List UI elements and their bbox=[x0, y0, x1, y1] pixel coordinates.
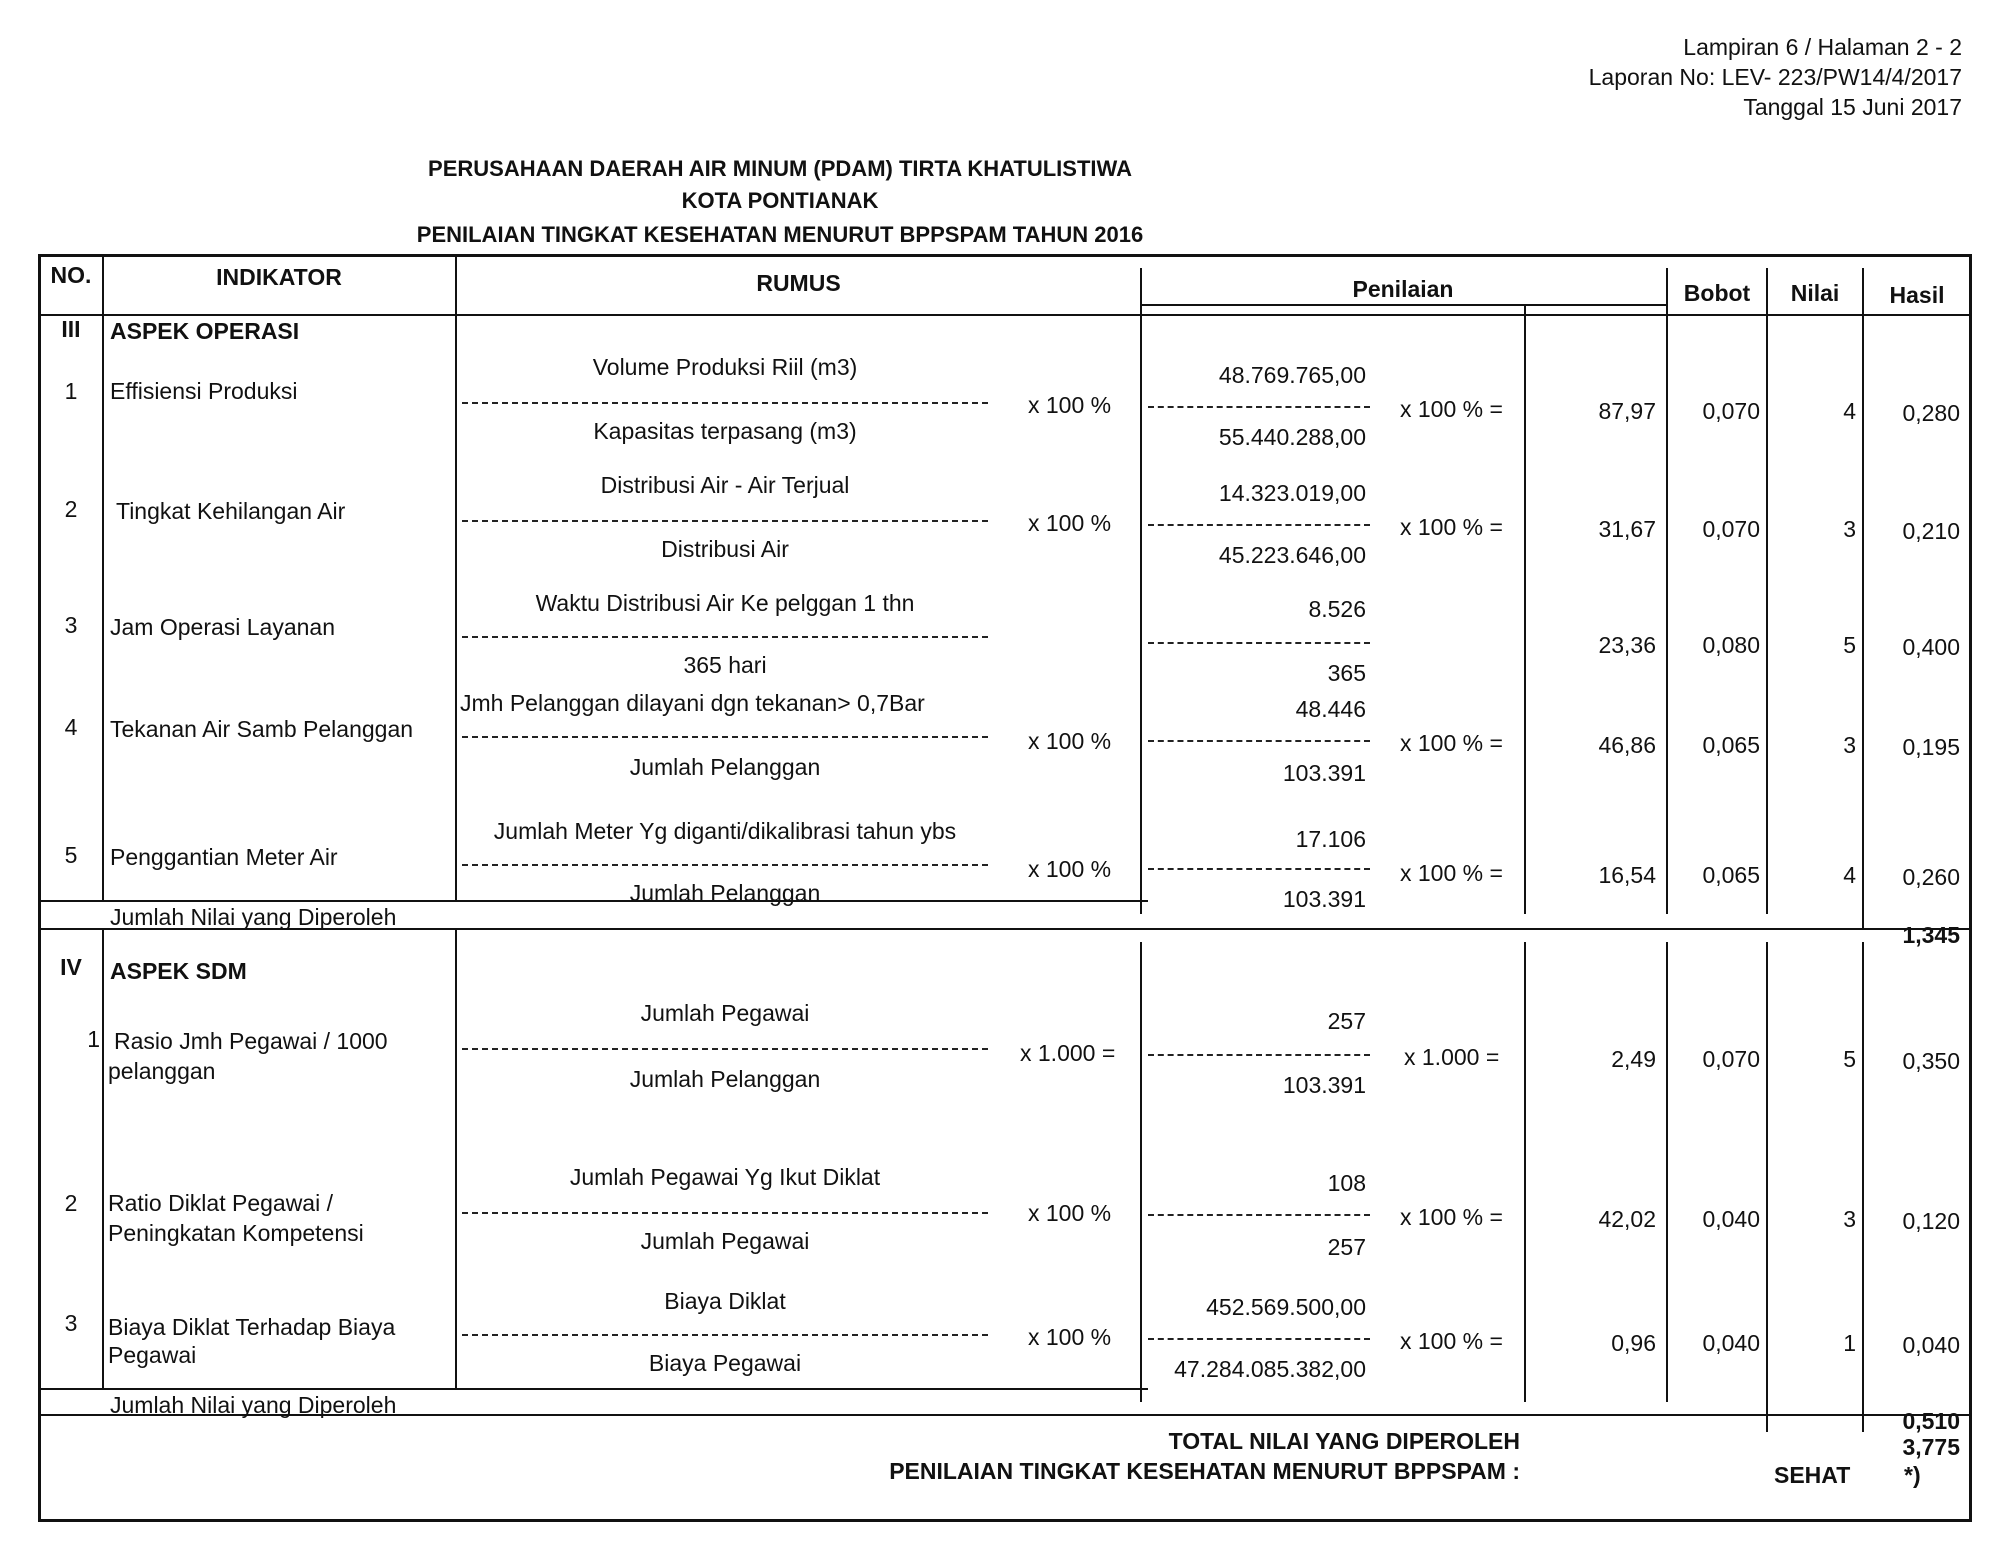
formula-numerator: Jumlah Meter Yg diganti/dikalibrasi tahun ybs bbox=[493, 818, 957, 844]
formula-numerator: Waktu Distribusi Air Ke pelggan 1 thn bbox=[535, 590, 915, 616]
value-numerator: 257 bbox=[1327, 1008, 1366, 1034]
subtotal-value: 0,510 bbox=[1902, 1408, 1960, 1434]
company-title: PERUSAHAAN DAERAH AIR MINUM (PDAM) TIRTA KHATULISTIWA bbox=[428, 156, 1132, 181]
indikator-label: Rasio Jmh Pegawai / 1000 bbox=[114, 1028, 388, 1054]
value-numerator: 452.569.500,00 bbox=[1206, 1294, 1366, 1320]
section-number: IV bbox=[60, 954, 82, 980]
value-multiplier: x 100 % = bbox=[1400, 860, 1503, 886]
col-header-hasil: Hasil bbox=[1889, 282, 1945, 308]
indikator-label-line2: Peningkatan Kompetensi bbox=[108, 1220, 364, 1246]
nilai-value: 3 bbox=[1843, 1206, 1856, 1232]
formula-numerator: Jmh Pelanggan dilayani dgn tekanan> 0,7Bar bbox=[460, 690, 925, 716]
formula-multiplier: x 100 % bbox=[1028, 728, 1112, 754]
nilai-value: 5 bbox=[1843, 632, 1856, 658]
subtotal-value: 1,345 bbox=[1902, 922, 1960, 948]
value-numerator: 108 bbox=[1327, 1170, 1366, 1196]
value-denominator: 257 bbox=[1327, 1234, 1366, 1260]
value-denominator: 55.440.288,00 bbox=[1218, 424, 1366, 450]
formula-numerator: Distribusi Air - Air Terjual bbox=[600, 472, 850, 498]
indikator-label: Jam Operasi Layanan bbox=[110, 614, 336, 640]
formula-denominator: Kapasitas terpasang (m3) bbox=[593, 418, 857, 444]
indikator-label: Biaya Diklat Terhadap Biaya bbox=[108, 1314, 396, 1340]
row-number: 5 bbox=[64, 842, 78, 868]
row-number: 3 bbox=[64, 1310, 78, 1336]
col-header-penilaian: Penilaian bbox=[1352, 276, 1454, 302]
nilai-value: 4 bbox=[1843, 398, 1856, 424]
value-numerator: 17.106 bbox=[1295, 826, 1366, 852]
formula-numerator: Biaya Diklat bbox=[664, 1288, 786, 1314]
section-title: ASPEK OPERASI bbox=[110, 318, 300, 344]
value-numerator: 48.769.765,00 bbox=[1218, 362, 1366, 388]
hasil-value: 0,195 bbox=[1902, 734, 1960, 760]
row-number: 2 bbox=[64, 496, 78, 522]
value-multiplier: x 100 % = bbox=[1400, 1328, 1503, 1354]
value-denominator: 103.391 bbox=[1282, 886, 1366, 912]
indikator-label: Tekanan Air Samb Pelanggan bbox=[110, 716, 414, 742]
formula-denominator: Biaya Pegawai bbox=[648, 1350, 802, 1376]
indikator-label-line2: pelanggan bbox=[108, 1058, 216, 1084]
value-multiplier: x 1.000 = bbox=[1404, 1044, 1500, 1070]
health-assessment-label: PENILAIAN TINGKAT KESEHATAN MENURUT BPPSPAM : bbox=[889, 1458, 1520, 1484]
col-header-no: NO. bbox=[50, 262, 92, 288]
value-multiplier: x 100 % = bbox=[1400, 1204, 1503, 1230]
formula-multiplier: x 100 % bbox=[1028, 510, 1112, 536]
value-denominator: 103.391 bbox=[1282, 760, 1366, 786]
formula-denominator: Distribusi Air bbox=[661, 536, 789, 562]
hasil-value: 0,260 bbox=[1902, 864, 1960, 890]
value-denominator: 365 bbox=[1327, 660, 1366, 686]
row-number: 4 bbox=[64, 714, 78, 740]
indikator-label: Penggantian Meter Air bbox=[110, 844, 338, 870]
hasil-value: 0,040 bbox=[1902, 1332, 1960, 1358]
value-numerator: 8.526 bbox=[1308, 596, 1366, 622]
health-status: SEHAT bbox=[1774, 1462, 1851, 1488]
total-value: 3,775 bbox=[1902, 1434, 1960, 1460]
result-value: 16,54 bbox=[1598, 862, 1656, 888]
col-header-bobot: Bobot bbox=[1683, 280, 1751, 306]
formula-numerator: Jumlah Pegawai Yg Ikut Diklat bbox=[569, 1164, 881, 1190]
laporan-number: Laporan No: LEV- 223/PW14/4/2017 bbox=[1588, 64, 1962, 90]
result-value: 0,96 bbox=[1611, 1330, 1656, 1356]
indikator-label: Effisiensi Produksi bbox=[110, 378, 298, 404]
result-value: 87,97 bbox=[1598, 398, 1656, 424]
value-multiplier: x 100 % = bbox=[1400, 730, 1503, 756]
report-date: Tanggal 15 Juni 2017 bbox=[1743, 94, 1962, 120]
formula-denominator: Jumlah Pelanggan bbox=[629, 880, 821, 906]
section-title: ASPEK SDM bbox=[110, 958, 247, 984]
value-denominator: 47.284.085.382,00 bbox=[1174, 1356, 1366, 1382]
bobot-value: 0,065 bbox=[1702, 862, 1760, 888]
bobot-value: 0,040 bbox=[1702, 1206, 1760, 1232]
result-value: 31,67 bbox=[1598, 516, 1656, 542]
footnote-marker: *) bbox=[1904, 1462, 1921, 1488]
nilai-value: 3 bbox=[1843, 732, 1856, 758]
value-multiplier: x 100 % = bbox=[1400, 514, 1503, 540]
result-value: 46,86 bbox=[1598, 732, 1656, 758]
subtotal-label: Jumlah Nilai yang Diperoleh bbox=[110, 1392, 397, 1418]
subtotal-label: Jumlah Nilai yang Diperoleh bbox=[110, 904, 397, 930]
hasil-value: 0,350 bbox=[1902, 1048, 1960, 1074]
result-value: 42,02 bbox=[1598, 1206, 1656, 1232]
city-title: KOTA PONTIANAK bbox=[681, 188, 879, 213]
formula-multiplier: x 1.000 = bbox=[1020, 1040, 1116, 1066]
value-numerator: 48.446 bbox=[1295, 696, 1366, 722]
result-value: 2,49 bbox=[1611, 1046, 1656, 1072]
formula-numerator: Jumlah Pegawai bbox=[640, 1000, 810, 1026]
formula-multiplier: x 100 % bbox=[1028, 1324, 1112, 1350]
nilai-value: 1 bbox=[1843, 1330, 1856, 1356]
result-value: 23,36 bbox=[1598, 632, 1656, 658]
formula-denominator: Jumlah Pelanggan bbox=[629, 1066, 821, 1092]
nilai-value: 4 bbox=[1843, 862, 1856, 888]
lampiran-text: Lampiran 6 / Halaman 2 - 2 bbox=[1683, 34, 1962, 60]
value-denominator: 103.391 bbox=[1282, 1072, 1366, 1098]
bobot-value: 0,065 bbox=[1702, 732, 1760, 758]
bobot-value: 0,070 bbox=[1702, 1046, 1760, 1072]
bobot-value: 0,070 bbox=[1702, 398, 1760, 424]
value-denominator: 45.223.646,00 bbox=[1218, 542, 1366, 568]
row-number: 1 bbox=[64, 378, 78, 404]
bobot-value: 0,080 bbox=[1702, 632, 1760, 658]
indikator-label-line2: Pegawai bbox=[108, 1342, 197, 1368]
assessment-title: PENILAIAN TINGKAT KESEHATAN MENURUT BPPSPAM TAHUN 2016 bbox=[416, 222, 1144, 247]
row-number: 3 bbox=[64, 612, 78, 638]
col-header-nilai: Nilai bbox=[1790, 280, 1840, 306]
hasil-value: 0,120 bbox=[1902, 1208, 1960, 1234]
total-label: TOTAL NILAI YANG DIPEROLEH bbox=[1168, 1428, 1520, 1454]
indikator-label: Tingkat Kehilangan Air bbox=[116, 498, 346, 524]
bobot-value: 0,040 bbox=[1702, 1330, 1760, 1356]
formula-denominator: 365 hari bbox=[683, 652, 767, 678]
hasil-value: 0,280 bbox=[1902, 400, 1960, 426]
formula-denominator: Jumlah Pelanggan bbox=[629, 754, 821, 780]
col-header-rumus: RUMUS bbox=[756, 270, 841, 296]
section-number: III bbox=[61, 316, 81, 342]
indikator-label: Ratio Diklat Pegawai / bbox=[108, 1190, 333, 1216]
value-multiplier: x 100 % = bbox=[1400, 396, 1503, 422]
formula-denominator: Jumlah Pegawai bbox=[640, 1228, 810, 1254]
row-number: 1 bbox=[87, 1026, 100, 1052]
row-number: 2 bbox=[64, 1190, 78, 1216]
hasil-value: 0,210 bbox=[1902, 518, 1960, 544]
col-header-indikator: INDIKATOR bbox=[216, 264, 342, 290]
formula-multiplier: x 100 % bbox=[1028, 1200, 1112, 1226]
bobot-value: 0,070 bbox=[1702, 516, 1760, 542]
nilai-value: 3 bbox=[1843, 516, 1856, 542]
nilai-value: 5 bbox=[1843, 1046, 1856, 1072]
formula-numerator: Volume Produksi Riil (m3) bbox=[592, 354, 858, 380]
value-numerator: 14.323.019,00 bbox=[1218, 480, 1366, 506]
hasil-value: 0,400 bbox=[1902, 634, 1960, 660]
formula-multiplier: x 100 % bbox=[1028, 392, 1112, 418]
formula-multiplier: x 100 % bbox=[1028, 856, 1112, 882]
